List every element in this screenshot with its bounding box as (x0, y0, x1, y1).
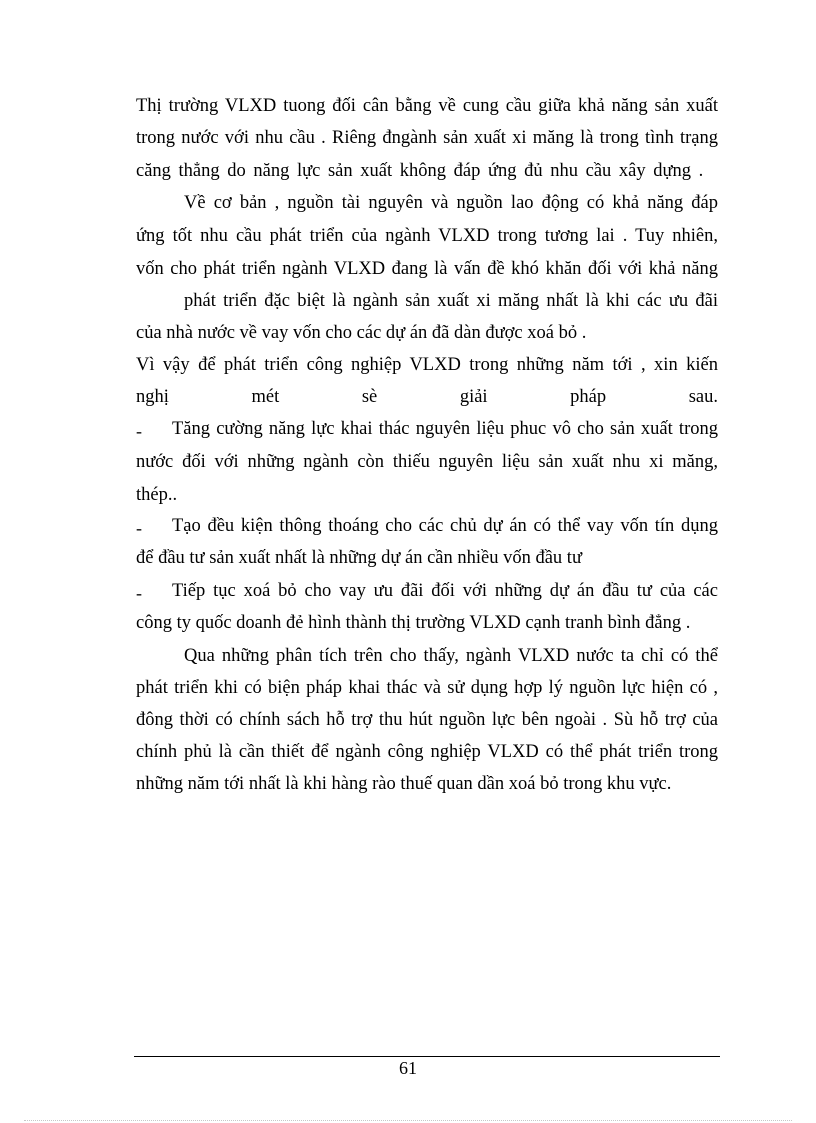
body-text-line: ứng tốt nhu cầu phát triển của ngành VLXD trong tương lai . Tuy nhiên, (136, 226, 718, 246)
body-text-line: Qua những phân tích trên cho thấy, ngành VLXD nước ta chỉ có thể (184, 646, 718, 666)
body-text-line: chính phủ là cần thiết để ngành công nghiệp VLXD có thể phát triển trong (136, 742, 718, 762)
bullet-marker: - (136, 518, 142, 538)
body-text-line: Về cơ bản , nguồn tài nguyên và nguồn lao động có khả năng đáp (184, 193, 718, 213)
body-text-line: công ty quốc doanh đẻ hình thành thị trường VLXD cạnh tranh bình đẳng . (136, 613, 691, 633)
body-text-line: Vì vậy để phát triển công nghiệp VLXD trong những năm tới , xin kiến (136, 355, 718, 375)
body-text-line: để đầu tư sản xuất nhất là những dự án cần nhiều vốn đầu tư (136, 548, 582, 568)
body-text-line: căng thẳng do năng lực sản xuất không đáp ứng đủ nhu cầu xây dựng . (136, 161, 704, 181)
bullet-marker: - (136, 421, 142, 441)
list-item-text: Tiếp tục xoá bỏ cho vay ưu đãi đối với những dự án đầu tư của các (172, 581, 718, 601)
body-text-line: đông thời có chính sách hỗ trợ thu hút nguồn lực bên ngoài . Sù hỗ trợ của (136, 710, 718, 730)
body-text-line: vốn cho phát triển ngành VLXD đang là vấn đề khó khăn đối với khả năng (136, 259, 718, 279)
list-item-text: Tăng cường năng lực khai thác nguyên liệu phuc vô cho sản xuất trong (172, 419, 718, 439)
page-edge-divider (24, 1120, 792, 1121)
body-text-line: trong nước với nhu cầu . Riêng đngành sản xuất xi măng là trong tình trạng (136, 128, 718, 148)
body-text-line: nước đối với những ngành còn thiếu nguyên liệu sản xuất nhu xi măng, (136, 452, 718, 472)
body-text-line: Thị trường VLXD tuong đối cân bằng về cung cầu giữa khả năng sản xuất (136, 96, 718, 116)
body-text-line: nghị mét sè giải pháp sau. (136, 387, 718, 407)
body-text-line: của nhà nước về vay vốn cho các dự án đã dàn được xoá bỏ . (136, 323, 587, 343)
body-text-line: thép.. (136, 485, 178, 505)
bullet-marker: - (136, 583, 142, 603)
page-number: 61 (399, 1058, 417, 1078)
body-text-line: những năm tới nhất là khi hàng rào thuế quan dần xoá bỏ trong khu vực. (136, 774, 672, 794)
body-text-line: phát triển khi có biện pháp khai thác và sử dụng hợp lý nguồn lực hiện có , (136, 678, 718, 698)
body-text-line: phát triển đặc biệt là ngành sản xuất xi măng nhất là khi các ưu đãi (184, 291, 718, 311)
list-item-text: Tạo đều kiện thông thoáng cho các chủ dự án có thể vay vốn tín dụng (172, 516, 718, 536)
